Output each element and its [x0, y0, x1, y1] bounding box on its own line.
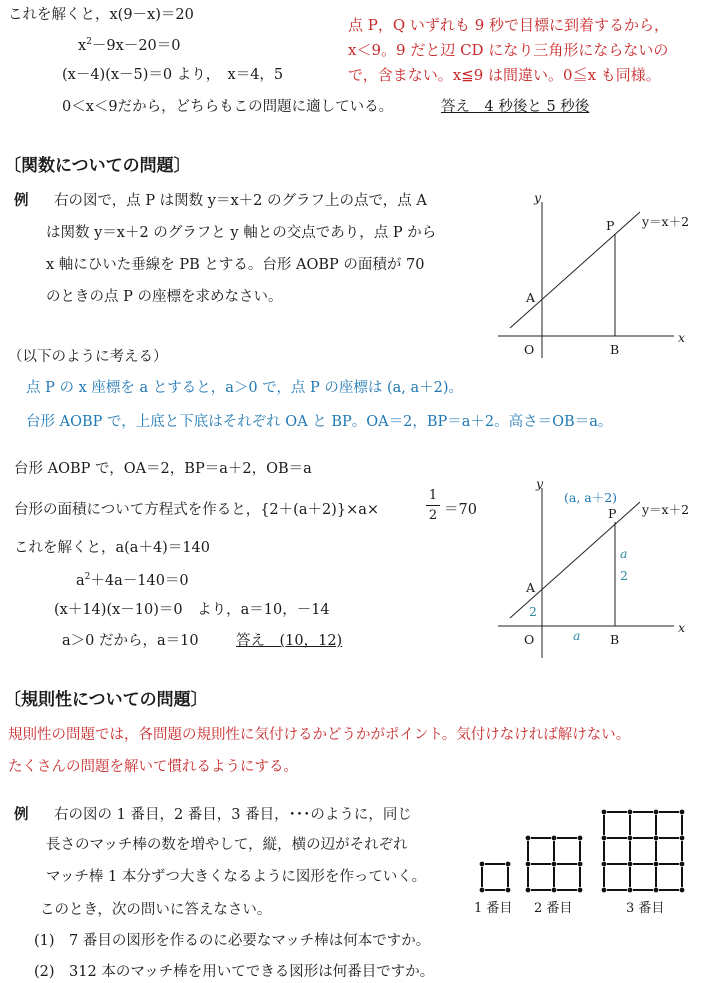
- match-figure-1: [480, 862, 511, 893]
- answer-2: 答え (10，12): [236, 633, 343, 649]
- equation-label: y＝x＋2: [642, 214, 690, 229]
- rule-note-1: 規則性の問題では，各問題の規則性に気付けるかどうかがポイント。気付けなければ解けない。: [8, 727, 631, 743]
- match-head: [578, 888, 583, 893]
- point-b-label: B: [610, 342, 620, 357]
- match-head: [680, 810, 685, 815]
- match-head: [628, 810, 633, 815]
- solution-line-4: $a^2+4a-140=0$: [76, 572, 189, 589]
- x-axis-label: x: [678, 330, 686, 345]
- solve-line-4: 0＜x＜9だから，どちらもこの問題に適している。: [62, 99, 394, 115]
- match-head: [552, 888, 557, 893]
- match-head: [506, 862, 511, 867]
- origin-label: O: [524, 632, 535, 647]
- solve-line-3: (x－4)(x－5)＝0 より， x＝4，5: [62, 67, 284, 83]
- note-line-1: 点 P，Q いずれも 9 秒で目標に到着するから，: [348, 16, 670, 34]
- problem-line-4: のときの点 P の座標を求めなさい。: [46, 289, 283, 305]
- match-figure-2: [526, 836, 583, 893]
- bp-length-label-2: 2: [620, 568, 628, 583]
- match-figure-3: [602, 810, 685, 893]
- match-head: [654, 836, 659, 841]
- solution-eq-70: ＝70: [444, 502, 477, 518]
- problem-line-1: 右の図で，点 P は関数 y＝x＋2 のグラフ上の点で，点 A: [54, 193, 427, 209]
- note-line-2: x＜9。9 だと辺 CD になり三角形にならないの: [348, 41, 669, 59]
- x-axis-label: x: [678, 620, 686, 635]
- caption-2: 2 番目: [534, 901, 573, 916]
- solution-line-6: a＞0 だから，a＝10: [62, 633, 199, 649]
- match-head: [654, 888, 659, 893]
- match-head: [680, 836, 685, 841]
- match-head: [628, 888, 633, 893]
- solution-line-2: 台形の面積について方程式を作ると，{2＋(a＋2)}×a×: [14, 502, 380, 518]
- graph-1: [498, 190, 698, 360]
- think-label: （以下のように考える）: [8, 349, 168, 365]
- match-head: [552, 836, 557, 841]
- match-head: [628, 862, 633, 867]
- problem-line-2: は関数 y＝x＋2 のグラフと y 軸との交点であり，点 P から: [46, 225, 437, 241]
- match-problem-line-3: マッチ棒 1 本分ずつ大きくなるように図形を作っていく。: [46, 869, 427, 885]
- section-header-function: 〔関数についての問題〕: [4, 156, 191, 176]
- match-head: [680, 888, 685, 893]
- match-head: [578, 862, 583, 867]
- match-problem-line-2: 長さのマッチ棒の数を増やして，縦，横の辺がそれぞれ: [46, 837, 408, 853]
- solution-line-1: 台形 AOBP で，OA＝2，BP＝a＋2，OB＝a: [14, 461, 312, 477]
- match-head: [506, 888, 511, 893]
- problem-line-3: x 軸にひいた垂線を PB とする。台形 AOBP の面積が 70: [46, 257, 425, 273]
- match-head: [628, 836, 633, 841]
- match-head: [526, 888, 531, 893]
- match-head: [680, 862, 685, 867]
- fraction-half: 1 2: [426, 489, 440, 522]
- equation-label: y＝x＋2: [642, 502, 690, 517]
- example-label-1: 例: [14, 192, 29, 209]
- match-head: [578, 836, 583, 841]
- match-head: [526, 836, 531, 841]
- note-line-3: で，含まない。x≦9 は間違い。0≦x も同様。: [348, 66, 661, 84]
- match-head: [602, 888, 607, 893]
- example-label-2: 例: [14, 806, 29, 823]
- origin-label: O: [524, 342, 535, 357]
- match-head: [602, 810, 607, 815]
- question-2: (2) 312 本のマッチ棒を用いてできる図形は何番目ですか。: [34, 964, 435, 980]
- match-head: [480, 888, 485, 893]
- match-head: [526, 862, 531, 867]
- point-a-label: A: [526, 290, 536, 305]
- y-axis-label: y: [536, 476, 544, 491]
- y-axis-label: y: [534, 190, 542, 205]
- match-head: [552, 862, 557, 867]
- solution-line-3: これを解くと，a(a＋4)＝140: [14, 540, 211, 556]
- hint-line-1: 点 P の x 座標を a とすると，a＞0 で，点 P の座標は (a, a＋2)。: [26, 380, 464, 396]
- ob-length-label: a: [573, 628, 581, 643]
- match-problem-line-1: 右の図の 1 番目，2 番目，3 番目，･･･のように，同じ: [54, 807, 412, 823]
- match-head: [480, 862, 485, 867]
- point-a-label: A: [526, 580, 536, 595]
- solution-line-5: (x＋14)(x－10)＝0 より，a＝10，－14: [54, 602, 330, 618]
- match-problem-line-4: このとき，次の問いに答えなさい。: [40, 902, 272, 918]
- solve-line-1: これを解くと，x(9－x)＝20: [8, 7, 194, 23]
- match-head: [602, 862, 607, 867]
- point-b-label: B: [610, 632, 620, 647]
- oa-length-label: 2: [529, 604, 537, 619]
- graph-2: [498, 478, 698, 658]
- point-p-label: P: [606, 218, 615, 233]
- graph-line: [510, 212, 640, 328]
- hint-line-2: 台形 AOBP で，上底と下底はそれぞれ OA と BP。OA＝2，BP＝a＋2。高さ＝OB＝a。: [26, 414, 613, 430]
- coord-label: (a, a＋2): [564, 490, 618, 505]
- match-head: [654, 862, 659, 867]
- rule-note-2: たくさんの問題を解いて慣れるようにする。: [8, 759, 298, 775]
- caption-1: 1 番目: [474, 901, 513, 916]
- match-head: [654, 810, 659, 815]
- match-head: [602, 836, 607, 841]
- section-header-regularity: 〔規則性についての問題〕: [4, 690, 208, 710]
- solve-line-2: $x^2-9x-20=0$: [78, 37, 181, 54]
- point-p-label: P: [608, 506, 617, 521]
- answer-1: 答え 4 秒後と 5 秒後: [441, 99, 590, 115]
- bp-length-label-1: a: [620, 546, 628, 561]
- caption-3: 3 番目: [626, 901, 665, 916]
- question-1: (1) 7 番目の図形を作るのに必要なマッチ棒は何本ですか。: [34, 933, 431, 949]
